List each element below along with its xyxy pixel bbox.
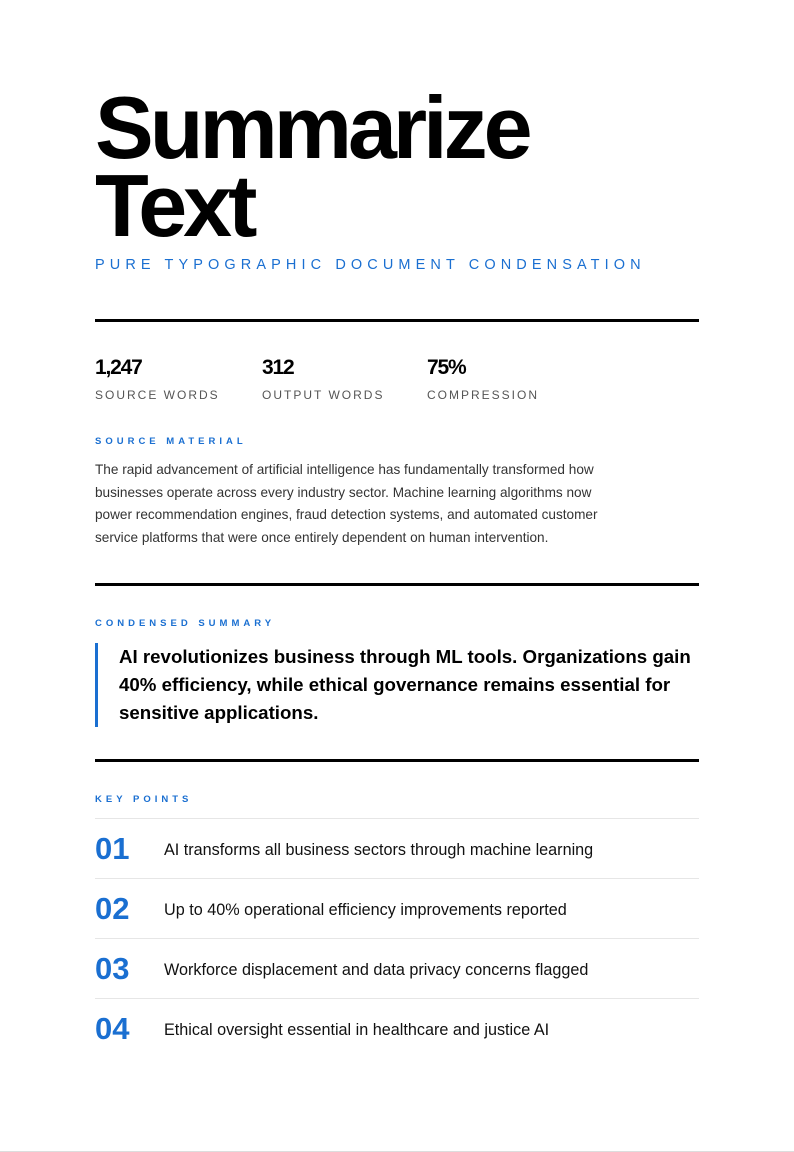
stats-row bbox=[95, 354, 699, 414]
key-points-list bbox=[95, 818, 699, 1058]
point-text: AI transforms all business sectors through machine learning bbox=[164, 841, 594, 859]
condensed-summary-heading: CONDENSED SUMMARY bbox=[95, 618, 276, 629]
stat-value: 1,247 bbox=[95, 356, 142, 379]
title-line-2: Text bbox=[95, 156, 254, 255]
section-divider bbox=[95, 759, 699, 762]
stat-output-words bbox=[262, 354, 384, 402]
condensed-summary-quote bbox=[95, 643, 699, 727]
list-item bbox=[95, 998, 699, 1058]
key-points-heading: KEY POINTS bbox=[95, 794, 193, 805]
stat-value: 312 bbox=[262, 356, 294, 379]
stat-compression bbox=[427, 354, 539, 402]
point-text: Up to 40% operational efficiency improvements reported bbox=[164, 901, 567, 919]
title-line-1: Summarize bbox=[95, 78, 529, 177]
section-divider bbox=[95, 319, 699, 322]
stat-label: SOURCE WORDS bbox=[95, 388, 220, 402]
stat-source-words bbox=[95, 354, 220, 402]
stat-label: COMPRESSION bbox=[427, 388, 540, 402]
list-item bbox=[95, 938, 699, 998]
page-subtitle: PURE TYPOGRAPHIC DOCUMENT CONDENSATION bbox=[95, 257, 646, 273]
source-material-heading: SOURCE MATERIAL bbox=[95, 436, 247, 447]
list-item bbox=[95, 878, 699, 938]
list-item bbox=[95, 818, 699, 878]
stat-label: OUTPUT WORDS bbox=[262, 388, 385, 402]
point-number: 04 bbox=[95, 1011, 130, 1046]
point-text: Workforce displacement and data privacy concerns flagged bbox=[164, 961, 589, 979]
condensed-summary-text: AI revolutionizes business through ML tools. Organizations gain 40% efficiency, while ethical governance remains essential for sensitive applications. bbox=[119, 646, 691, 723]
stat-value: 75% bbox=[427, 356, 466, 379]
point-text: Ethical oversight essential in healthcare and justice AI bbox=[164, 1021, 550, 1039]
page-title bbox=[95, 78, 529, 255]
point-number: 03 bbox=[95, 951, 130, 986]
point-number: 01 bbox=[95, 831, 130, 866]
section-divider bbox=[95, 583, 699, 586]
point-number: 02 bbox=[95, 891, 130, 926]
source-material-text: The rapid advancement of artificial intelligence has fundamentally transformed how businesses operate across every industry sector. Machine learning algorithms now power recommendation engines, fraud detection systems, and automated customer service platforms that were once entirely dependent on human intervention. bbox=[95, 462, 598, 546]
